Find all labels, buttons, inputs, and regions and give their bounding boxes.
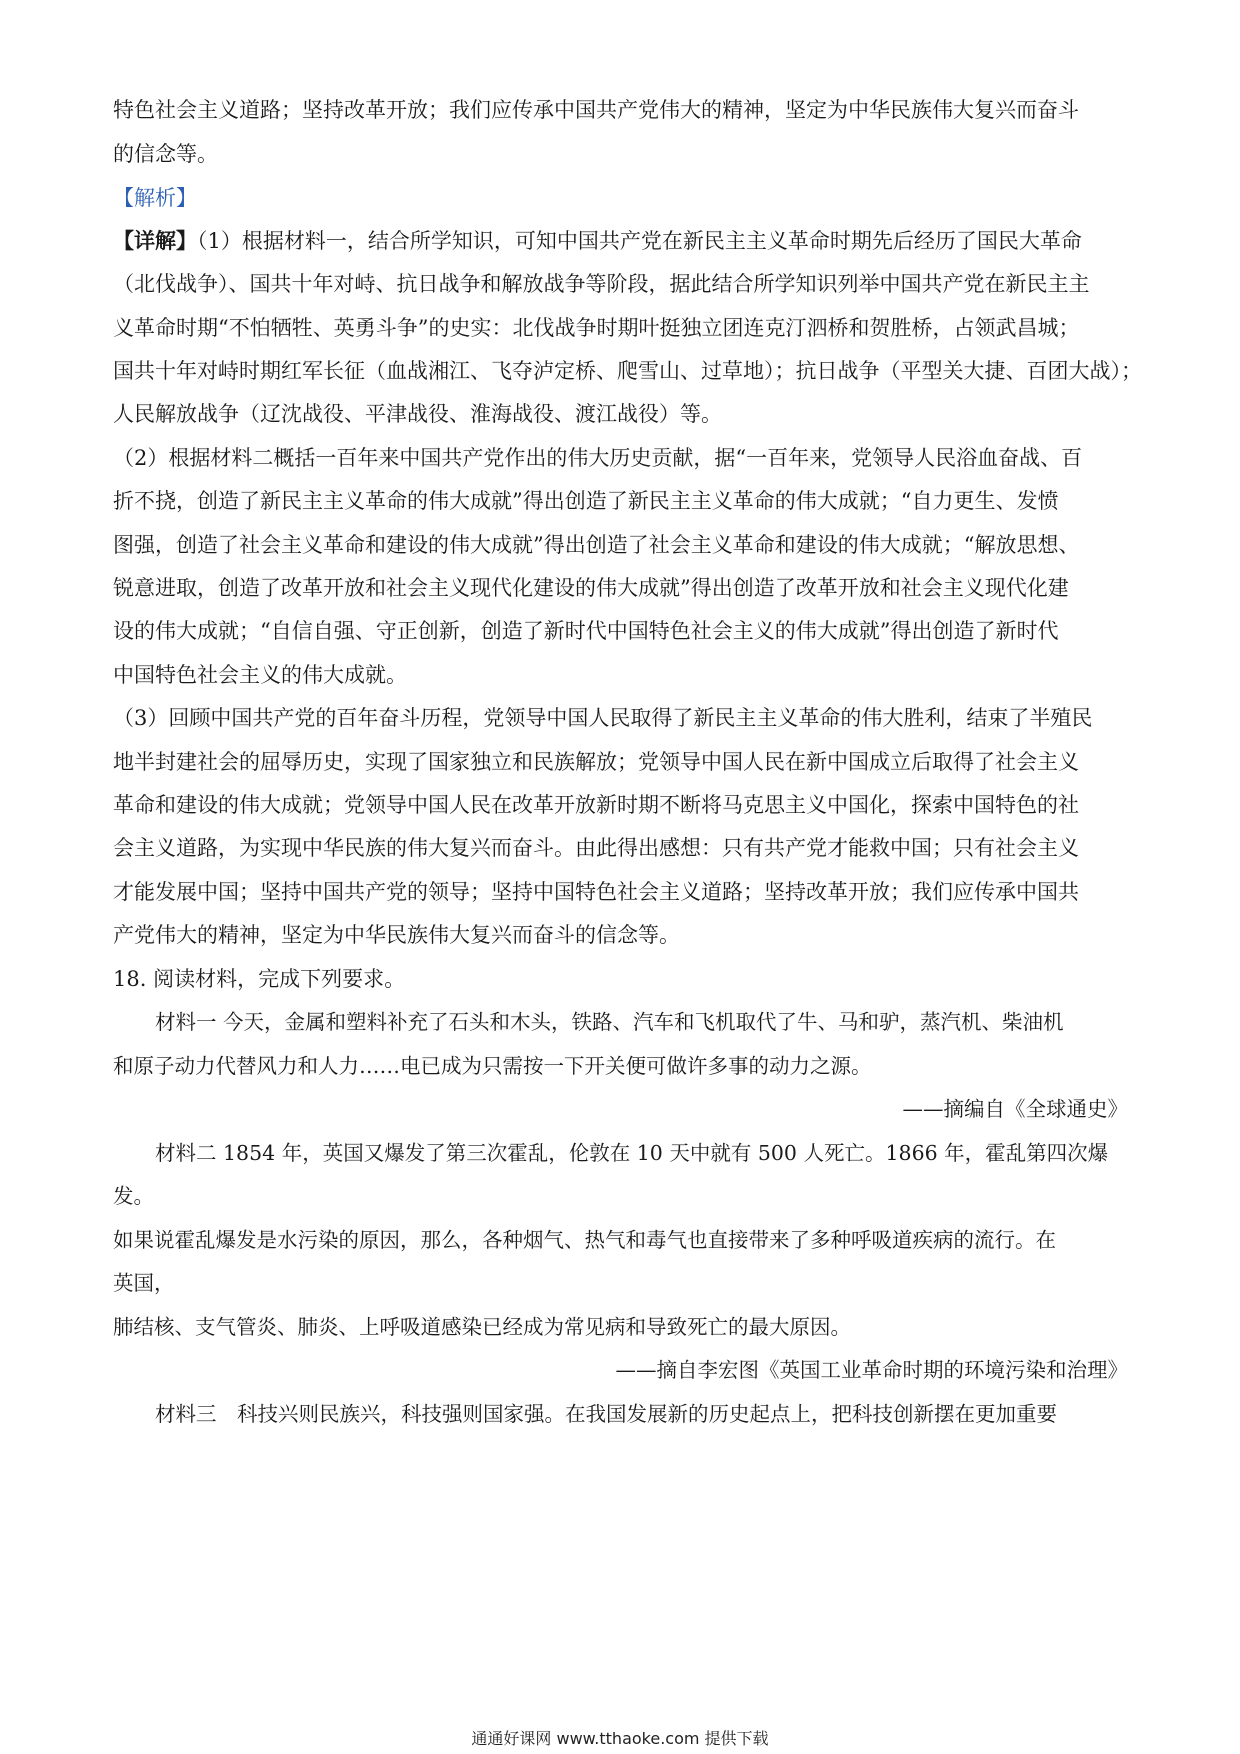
detail-line	[113, 226, 1133, 256]
detail-line: 国共十年对峙时期红军长征（血战湘江、飞夺泸定桥、爬雪山、过草地）；抗日战争（平型关大捷、百团大战）；	[113, 359, 1142, 383]
detail-line: 会主义道路，为实现中华民族的伟大复兴而奋斗。由此得出感想：只有共产党才能救中国；只有社会主义	[113, 836, 1079, 860]
detail-line: 中国特色社会主义的伟大成就。	[113, 663, 407, 687]
material-line: 发。	[113, 1184, 154, 1208]
question-heading: 18. 阅读材料，完成下列要求。	[113, 967, 406, 991]
detail-line: 革命和建设的伟大成就；党领导中国人民在改革开放新时期不断将马克思主义中国化，探索中国特色的社	[113, 793, 1079, 817]
analysis-tag: 【解析】	[113, 186, 197, 210]
material-line: 肺结核、支气管炎、肺炎、上呼吸道感染已经成为常见病和导致死亡的最大原因。	[113, 1315, 851, 1339]
material-line: 英国，	[113, 1271, 175, 1295]
page-footer: 通通好课网 www.tthaoke.com 提供下载	[471, 1729, 769, 1748]
detail-text: （1）根据材料一，结合所学知识，可知中国共产党在新民主主义革命时期先后经历了国民大革命	[197, 229, 1082, 253]
detail-line: 产党伟大的精神，坚定为中华民族伟大复兴而奋斗的信念等。	[113, 923, 680, 947]
material-line: 材料一 今天，金属和塑料补充了石头和木头，铁路、汽车和飞机取代了牛、马和驴，蒸汽机、柴油机	[155, 1010, 1064, 1034]
detail-line: 锐意进取，创造了改革开放和社会主义现代化建设的伟大成就”得出创造了改革开放和社会主义现代化建	[113, 576, 1069, 600]
material-line: 材料三 科技兴则民族兴，科技强则国家强。在我国发展新的历史起点上，把科技创新摆在更加重要	[155, 1402, 1057, 1426]
detail-line: 地半封建社会的屈辱历史，实现了国家独立和民族解放；党领导中国人民在新中国成立后取得了社会主义	[113, 750, 1079, 774]
material-source: ——摘自李宏图《英国工业革命时期的环境污染和治理》	[615, 1358, 1128, 1382]
material-line: 材料二 1854 年，英国又爆发了第三次霍乱，伦敦在 10 天中就有 500 人死亡。1866 年，霍乱第四次爆	[155, 1141, 1109, 1165]
detail-line: 设的伟大成就；“自信自强、守正创新，创造了新时代中国特色社会主义的伟大成就”得出创造了新时代	[113, 619, 1059, 643]
detail-tag: 【详解】	[113, 228, 197, 253]
detail-line: （3）回顾中国共产党的百年奋斗历程，党领导中国人民取得了新民主主义革命的伟大胜利，结束了半殖民	[113, 706, 1093, 730]
material-source: ——摘编自《全球通史》	[902, 1097, 1128, 1121]
body-text-line: 特色社会主义道路；坚持改革开放；我们应传承中国共产党伟大的精神，坚定为中华民族伟大复兴而奋斗	[113, 98, 1079, 122]
detail-line: 义革命时期“不怕牺牲、英勇斗争”的史实：北伐战争时期叶挺独立团连克汀泗桥和贺胜桥，占领武昌城；	[113, 316, 1080, 340]
material-line: 和原子动力代替风力和人力……电已成为只需按一下开关便可做许多事的动力之源。	[113, 1054, 872, 1078]
detail-line: 折不挠，创造了新民主主义革命的伟大成就”得出创造了新民主主义革命的伟大成就；“自力更生、发愤	[113, 489, 1059, 513]
detail-line: 才能发展中国；坚持中国共产党的领导；坚持中国特色社会主义道路；坚持改革开放；我们应传承中国共	[113, 880, 1079, 904]
detail-line: （北伐战争）、国共十年对峙、抗日战争和解放战争等阶段，据此结合所学知识列举中国共产党在新民主主	[113, 272, 1090, 296]
detail-line: 图强，创造了社会主义革命和建设的伟大成就”得出创造了社会主义革命和建设的伟大成就；“解放思想、	[113, 533, 1080, 557]
detail-line: 人民解放战争（辽沈战役、平津战役、淮海战役、渡江战役）等。	[113, 402, 722, 426]
body-text-line: 的信念等。	[113, 142, 218, 166]
detail-line: （2）根据材料二概括一百年来中国共产党作出的伟大历史贡献，据“一百年来，党领导人民浴血奋战、百	[113, 446, 1083, 470]
material-line: 如果说霍乱爆发是水污染的原因，那么，各种烟气、热气和毒气也直接带来了多种呼吸道疾病的流行。在	[113, 1228, 1056, 1252]
